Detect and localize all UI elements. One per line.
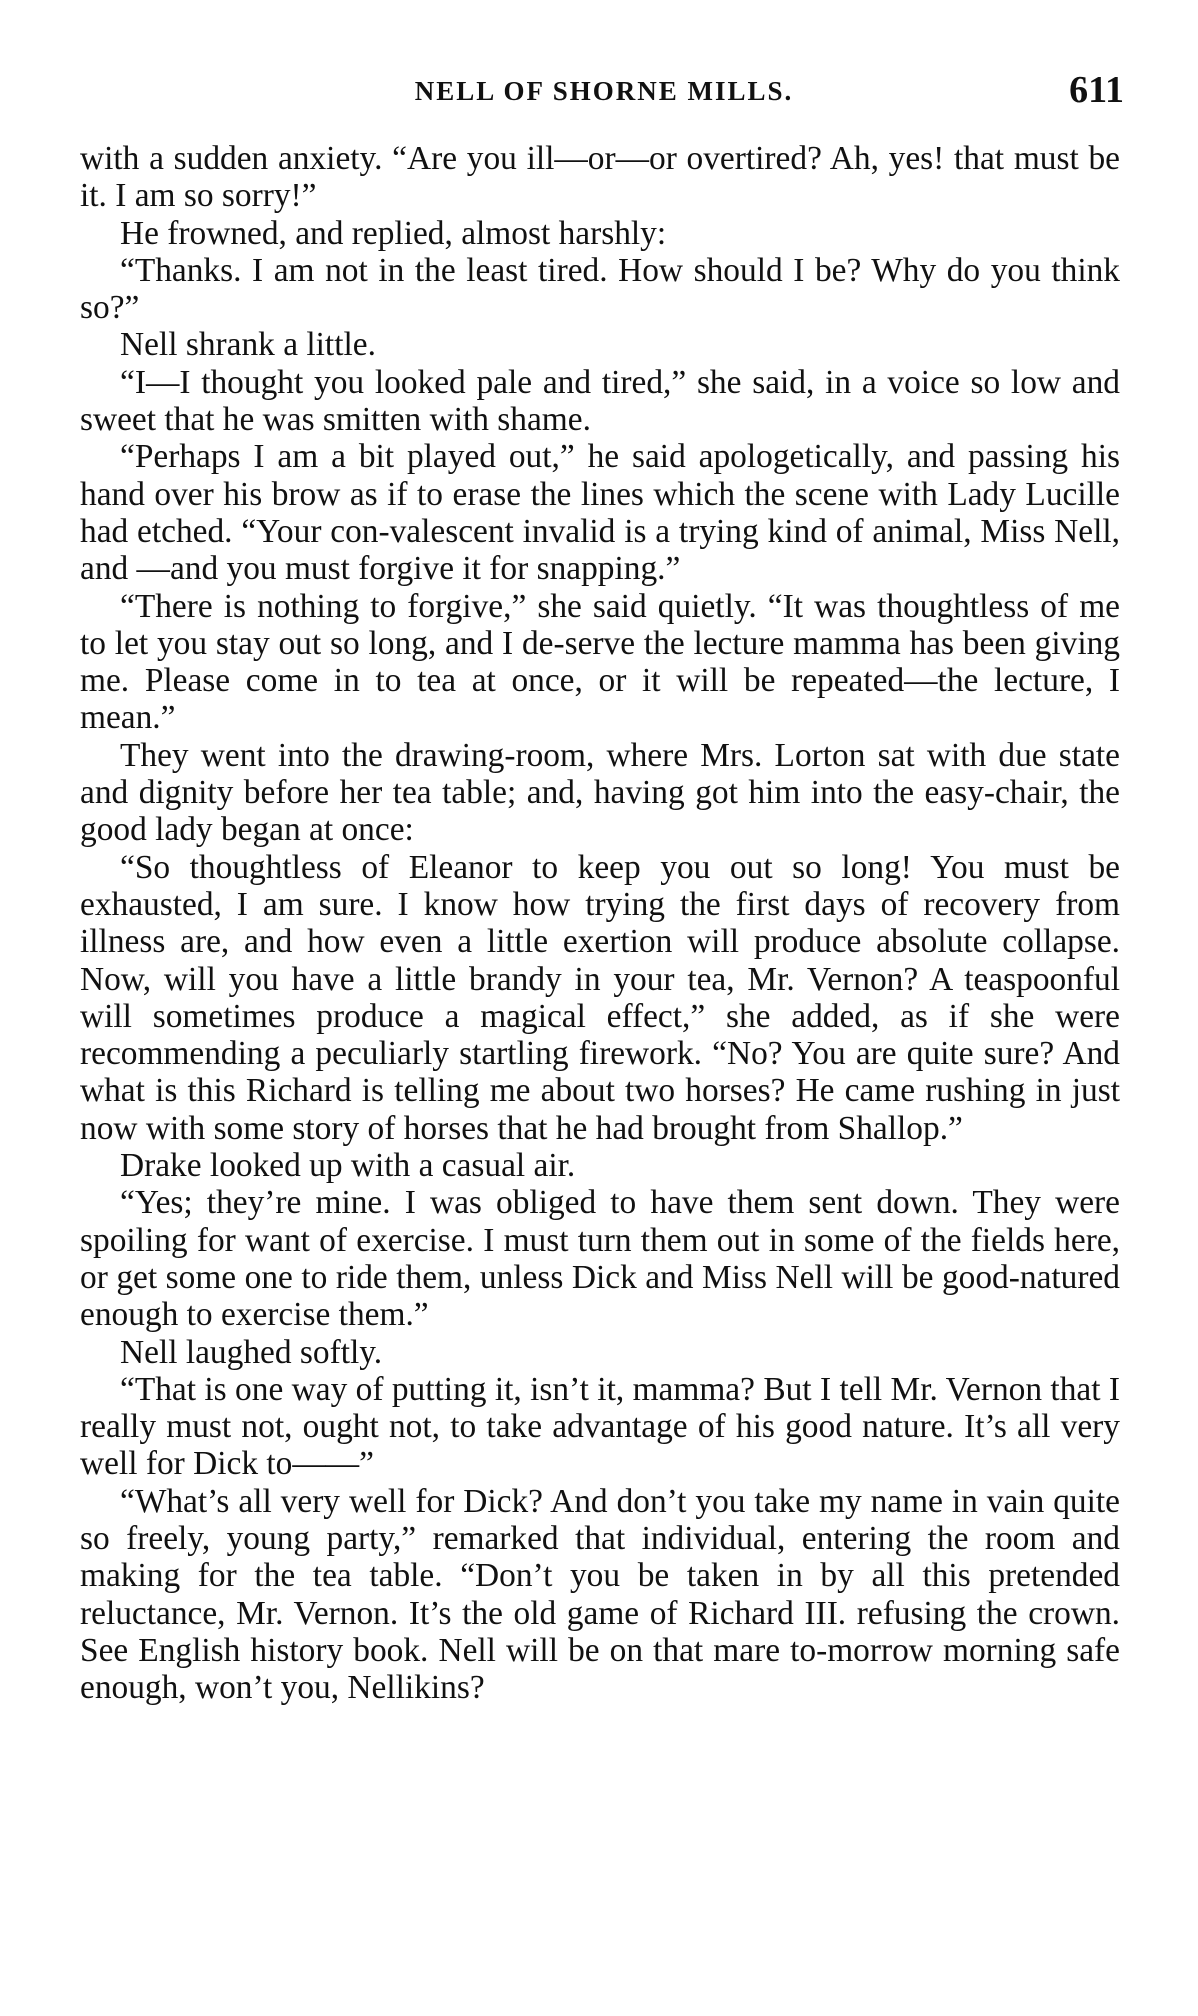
paragraph: He frowned, and replied, almost harshly: xyxy=(120,214,667,252)
page-header xyxy=(80,69,1128,122)
paragraph-continuation: with a sudden anxiety. “Are you ill—or—or overtired? Ah, yes! that must be it. I am so sorry!” xyxy=(80,140,1120,215)
paragraph: “So thoughtless of Eleanor to keep you out so long! You must be exhausted, I am sure. I know how trying the first days of recovery from illness are, and how even a little exertion will produce absolute collapse. Now, will you have a little brandy in your tea, Mr. Vernon? A teaspoonful will sometimes produce a magical effect,” she added, as if she were recommending a peculiarly startling firework. “No? You are quite sure? And what is this Richard is telling me about two horses? He came rushing in just now with some story of horses that he had brought from Shallop.” xyxy=(80,848,1120,1147)
paragraph: “There is nothing to forgive,” she said quietly. “It was thoughtless of me to let you stay out so long, and I de-serve the lecture mamma has been giving me. Please come in to tea at once, or it will be repeated—the lecture, I mean.” xyxy=(80,587,1120,737)
paragraph: Nell shrank a little. xyxy=(120,326,376,364)
paragraph: “Yes; they’re mine. I was obliged to have them sent down. They were spoiling for want of exercise. I must turn them out in some of the fields here, or get some one to ride them, unless Dick and Miss Nell will be good-natured enough to exercise them.” xyxy=(80,1184,1120,1334)
page-number: 611 xyxy=(1069,69,1124,111)
paragraph: “Thanks. I am not in the least tired. How should I be? Why do you think so?” xyxy=(80,251,1120,327)
running-title: NELL OF SHORNE MILLS. xyxy=(414,76,794,106)
paragraph: Nell laughed softly. xyxy=(120,1333,383,1371)
paragraph: “Perhaps I am a bit played out,” he said apologetically, and passing his hand over his brow as if to erase the lines which the scene with Lady Lucille had etched. “Your con-valescent invalid is a trying kind of animal, Miss Nell, and —and you must forgive it for snapping.” xyxy=(80,438,1120,588)
paragraph: Drake looked up with a casual air. xyxy=(120,1147,576,1185)
paragraph: “That is one way of putting it, isn’t it, mamma? But I tell Mr. Vernon that I really must not, ought not, to take advantage of his good nature. It’s all very well for Dick to——” xyxy=(80,1370,1120,1483)
paragraph: “What’s all very well for Dick? And don’t you take my name in vain quite so freely, young party,” remarked that individual, entering the room and making for the tea table. “Don’t you be taken in by all this pretended reluctance, Mr. Vernon. It’s the old game of Richard III. refusing the crown. See English history book. Nell will be on that mare to-morrow morning safe enough, won’t you, Nellikins? xyxy=(80,1482,1120,1707)
paragraph: “I—I thought you looked pale and tired,” she said, in a voice so low and sweet that he was smitten with shame. xyxy=(80,363,1120,439)
paragraph: They went into the drawing-room, where Mrs. Lorton sat with due state and dignity before her tea table; and, having got him into the easy-chair, the good lady began at once: xyxy=(80,736,1120,849)
page-body xyxy=(80,140,1120,1706)
